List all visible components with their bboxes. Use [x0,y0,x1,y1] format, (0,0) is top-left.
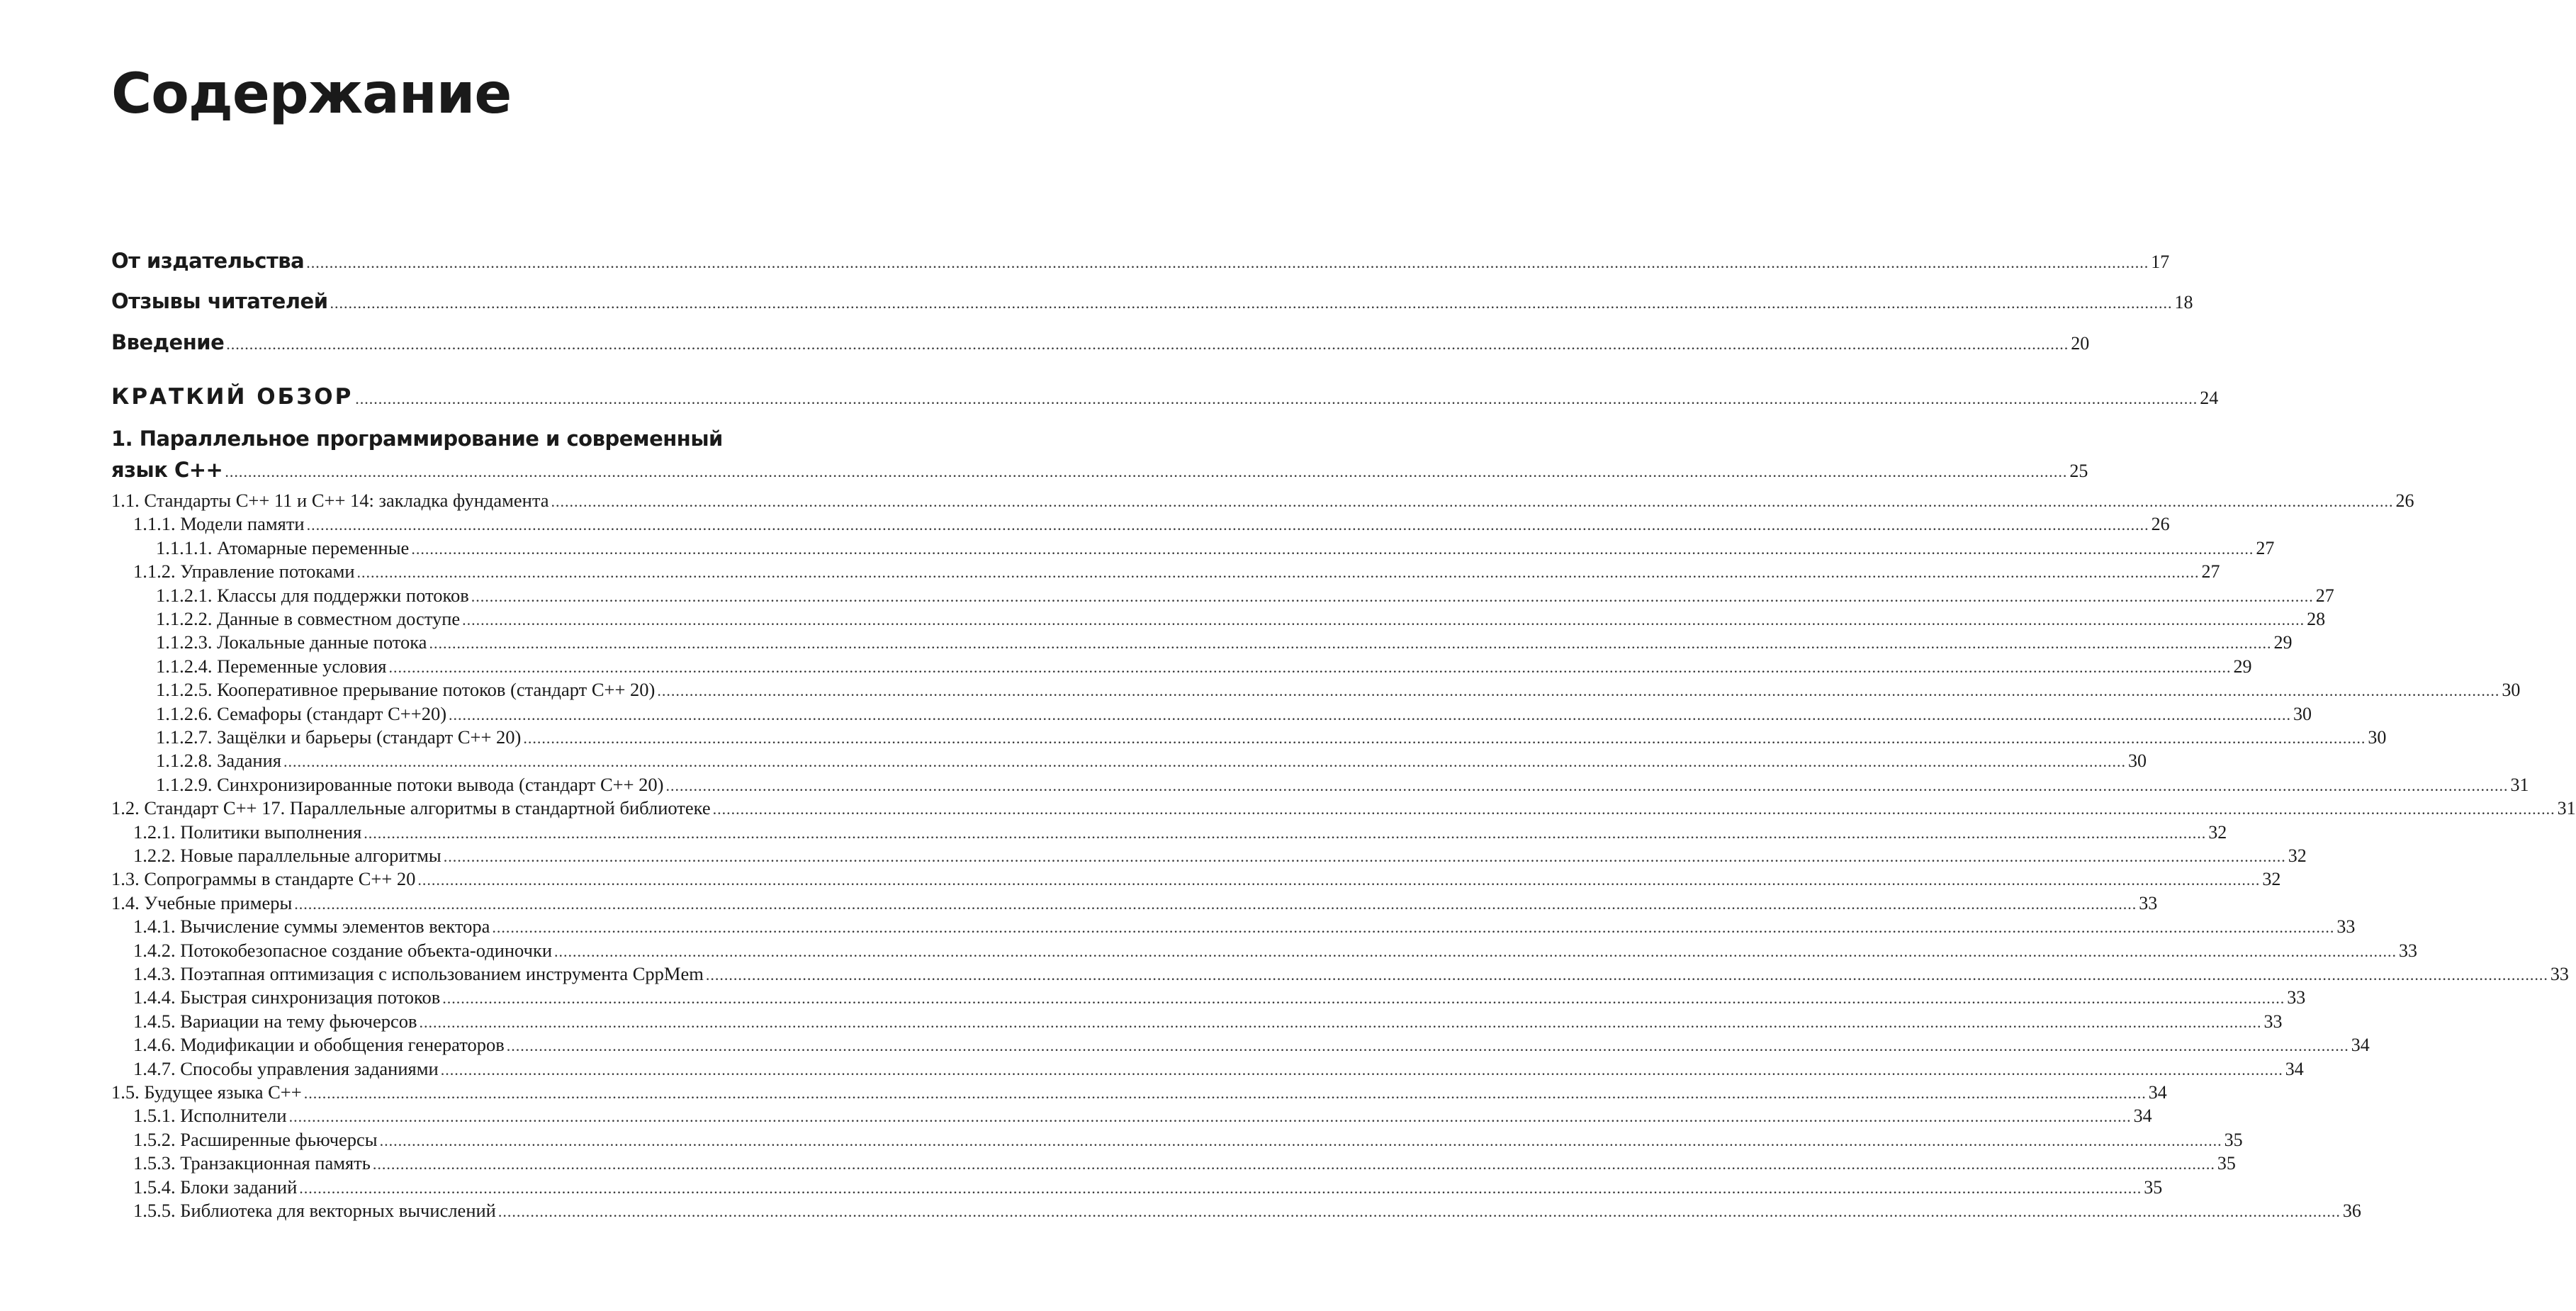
toc-entry-page: 35 [2217,1153,2236,1174]
toc-entry-label: 1.4.1. Вычисление суммы элементов вектора [133,916,490,938]
toc-entry-label: 1.2. Стандарт С++ 17. Параллельные алгоритмы в стандартной библиотеке [111,797,711,819]
toc-entry[interactable] [111,1010,2283,1033]
toc-entry-label: 1.5. Будущее языка С++ [111,1081,302,1103]
dot-leader: ................................................................................................................................................................................................................................................................................................................................................................................................................ [372,1155,2215,1174]
toc-part-heading[interactable] [111,384,2219,410]
toc-entry-page: 33 [2399,940,2418,961]
toc-entry[interactable] [111,845,2307,867]
toc-entry[interactable] [111,1152,2236,1174]
toc-entry[interactable] [111,891,2158,914]
toc-entry[interactable] [111,750,2147,772]
toc-entry[interactable] [111,608,2326,630]
toc-entry-page: 25 [2069,461,2088,481]
toc-entry[interactable] [111,584,2334,607]
dot-leader: ................................................................................................................................................................................................................................................................................................................................................................................................................ [356,563,2200,582]
toc-entry-label: язык С++ [111,458,223,482]
toc-entry-page: 27 [2201,561,2220,583]
toc-entry-page: 31 [2510,774,2529,795]
dot-leader: ................................................................................................................................................................................................................................................................................................................................................................................................................ [554,942,2397,960]
toc-entry-label: 1.1.2.8. Задания [156,750,281,772]
toc-entry-label: От издательства [111,249,305,273]
toc-entry[interactable] [111,490,2414,512]
toc-entry-page: 30 [2293,703,2312,724]
dot-leader: ................................................................................................................................................................................................................................................................................................................................................................................................................ [299,1178,2142,1197]
dot-leader: ................................................................................................................................................................................................................................................................................................................................................................................................................ [492,918,2335,937]
toc-entry[interactable] [111,1057,2304,1080]
toc-entry-label: 1.4.4. Быстрая синхронизация потоков [133,986,441,1008]
toc-entry-page: 26 [2151,514,2170,535]
toc-entry-page: 30 [2127,750,2147,772]
toc-entry-label: 1.1.2.7. Защёлки и барьеры (стандарт С++ 20) [156,726,522,748]
toc-entry-label: 1.1.2.2. Данные в совместном доступе [156,608,461,629]
toc-entry-page: 34 [2133,1105,2152,1127]
dot-leader: ................................................................................................................................................................................................................................................................................................................................................................................................................ [429,634,2272,653]
toc-entry-reviews[interactable] [111,289,2193,313]
toc-entry[interactable] [111,797,2576,819]
dot-leader: ................................................................................................................................................................................................................................................................................................................................................................................................................ [388,658,2232,676]
dot-leader: ................................................................................................................................................................................................................................................................................................................................................................................................................ [355,390,2198,407]
toc-entry-publisher[interactable] [111,249,2170,273]
dot-leader: ................................................................................................................................................................................................................................................................................................................................................................................................................ [471,587,2314,605]
dot-leader: ................................................................................................................................................................................................................................................................................................................................................................................................................ [303,1084,2147,1102]
toc-entry-page: 33 [2336,916,2356,938]
dot-leader: ................................................................................................................................................................................................................................................................................................................................................................................................................ [306,516,2149,534]
toc-entry[interactable] [111,655,2252,677]
toc-entry-page: 33 [2287,987,2306,1008]
toc-entry[interactable] [111,1176,2163,1198]
toc-entry[interactable] [111,1200,2361,1222]
dot-leader: ................................................................................................................................................................................................................................................................................................................................................................................................................ [411,539,2254,558]
toc-entry-label: 1.1.2.3. Локальные данные потока [156,631,427,653]
toc-entry-page: 26 [2395,490,2414,511]
toc-entry[interactable] [111,1128,2243,1151]
dot-leader: ................................................................................................................................................................................................................................................................................................................................................................................................................ [364,823,2207,842]
toc-entry-label: 1.4.3. Поэтапная оптимизация с использованием инструмента CppMem [133,963,704,984]
toc-entry-page: 33 [2139,892,2158,913]
toc-entry-page: 35 [2144,1176,2163,1198]
dot-leader: ................................................................................................................................................................................................................................................................................................................................................................................................................ [449,705,2292,724]
toc-entry-label: 1.3. Сопрограммы в стандарте С++ 20 [111,868,416,890]
dot-leader: ................................................................................................................................................................................................................................................................................................................................................................................................................ [283,753,2126,771]
toc-entry[interactable] [111,561,2220,583]
toc-entry[interactable] [111,821,2227,843]
toc-entry[interactable] [111,536,2275,559]
toc-entry-label: 1.1.2.1. Классы для поддержки потоков [156,584,469,606]
toc-entry-label: 1.2.2. Новые параллельные алгоритмы [133,845,441,866]
toc-entry-label: 1.5.4. Блоки заданий [133,1176,298,1198]
toc-entry[interactable] [111,868,2281,890]
dot-leader: ................................................................................................................................................................................................................................................................................................................................................................................................................ [497,1203,2341,1220]
toc-entry-page: 20 [2071,333,2090,354]
toc-entry-label: 1.1.1. Модели памяти [133,513,305,535]
toc-entry[interactable] [111,726,2387,748]
dot-leader: ................................................................................................................................................................................................................................................................................................................................................................................................................ [379,1131,2222,1149]
toc-entry-label: 1.5.3. Транзакционная память [133,1152,371,1174]
dot-leader: ................................................................................................................................................................................................................................................................................................................................................................................................................ [294,894,2137,913]
toc-entry[interactable] [111,773,2529,796]
page-title: Содержание [111,62,512,126]
toc-entry[interactable] [111,631,2293,653]
dot-leader: ................................................................................................................................................................................................................................................................................................................................................................................................................ [712,800,2555,818]
toc-entry[interactable] [111,986,2306,1008]
toc-entry-label: 1.4.6. Модификации и обобщения генераторов [133,1034,505,1056]
toc-entry[interactable] [111,702,2312,725]
toc-entry[interactable] [111,916,2356,938]
toc-entry-label: КРАТКИЙ ОБЗОР [111,384,354,410]
toc-entry-page: 24 [2200,388,2219,408]
toc-entry-label: 1.1. Стандарты С++ 11 и С++ 14: закладка фундамента [111,490,549,511]
dot-leader: ................................................................................................................................................................................................................................................................................................................................................................................................................ [705,966,2548,984]
toc-entry-label: 1.5.1. Исполнители [133,1105,287,1127]
toc-entry-label: 1.1.2.9. Синхронизированные потоки вывода (стандарт С++ 20) [156,773,664,795]
toc-entry[interactable] [111,1105,2152,1127]
toc-entry-page: 35 [2224,1129,2243,1150]
dot-leader: ................................................................................................................................................................................................................................................................................................................................................................................................................ [442,989,2285,1008]
toc-entry-page: 17 [2151,252,2170,272]
dot-leader: ................................................................................................................................................................................................................................................................................................................................................................................................................ [657,682,2500,700]
toc-entry-page: 27 [2315,585,2334,606]
toc-entry-label: 1.4.5. Вариации на тему фьючерсов [133,1010,417,1032]
dot-leader: ................................................................................................................................................................................................................................................................................................................................................................................................................ [443,848,2286,865]
toc-entry-label: 1.1.1.1. Атомарные переменные [156,536,410,558]
toc-entry[interactable] [111,939,2418,962]
dot-leader: ................................................................................................................................................................................................................................................................................................................................................................................................................ [419,1013,2262,1031]
dot-leader: ................................................................................................................................................................................................................................................................................................................................................................................................................ [417,871,2261,889]
toc-entry-label: 1.1.2.6. Семафоры (стандарт С++20) [156,702,447,724]
toc-entry[interactable] [111,679,2521,701]
toc-entry-page: 34 [2285,1058,2304,1079]
toc-entry-page: 28 [2307,609,2326,629]
toc-entry-label: Отзывы читателей [111,289,328,313]
toc-entry-page: 36 [2342,1200,2361,1221]
toc-entry-page: 29 [2273,632,2293,653]
toc-entry-page: 30 [2368,727,2387,748]
toc-entry-page: 34 [2148,1082,2167,1103]
toc-entry-label: 1.5.2. Расширенные фьючерсы [133,1128,378,1150]
toc-entry-page: 27 [2256,537,2275,558]
dot-leader: ................................................................................................................................................................................................................................................................................................................................................................................................................ [506,1037,2349,1055]
toc-entry-label: 1.1.2.4. Переменные условия [156,655,387,677]
toc-entry-page: 34 [2351,1035,2370,1056]
dot-leader: ................................................................................................................................................................................................................................................................................................................................................................................................................ [551,493,2394,510]
toc-entry-page: 18 [2174,292,2193,313]
toc-entry-page: 31 [2557,798,2576,819]
dot-leader: ................................................................................................................................................................................................................................................................................................................................................................................................................ [225,463,2068,480]
dot-leader: ................................................................................................................................................................................................................................................................................................................................................................................................................ [330,294,2173,312]
toc-entry[interactable] [111,1034,2370,1056]
toc-entry-label: 1.4.7. Способы управления заданиями [133,1057,439,1079]
dot-leader: ................................................................................................................................................................................................................................................................................................................................................................................................................ [306,254,2149,271]
toc-entry-page: 33 [2550,964,2569,984]
dot-leader: ................................................................................................................................................................................................................................................................................................................................................................................................................ [440,1060,2283,1079]
dot-leader: ................................................................................................................................................................................................................................................................................................................................................................................................................ [523,729,2366,747]
toc-entry-label: 1.4. Учебные примеры [111,891,293,913]
toc-entry-label: 1.4.2. Потокобезопасное создание объекта-одиночки [133,939,553,961]
dot-leader: ................................................................................................................................................................................................................................................................................................................................................................................................................ [226,335,2069,353]
toc-chapter-title: 1. Параллельное программирование и современный [111,427,723,451]
toc-entry-page: 33 [2263,1011,2283,1032]
dot-leader: ................................................................................................................................................................................................................................................................................................................................................................................................................ [462,611,2305,629]
toc-entry-label: 1.2.1. Политики выполнения [133,821,362,843]
toc-entry-page: 32 [2288,845,2307,866]
toc-entry[interactable] [111,513,2170,535]
toc-entry-label: 1.1.2.5. Кооперативное прерывание потоков (стандарт С++ 20) [156,679,656,701]
toc-chapter-entry[interactable] [111,458,2088,482]
toc-entry-page: 32 [2208,821,2227,843]
toc-entry[interactable] [111,1081,2167,1103]
toc-entry-introduction[interactable] [111,330,2090,354]
toc-entry[interactable] [111,963,2569,985]
dot-leader: ................................................................................................................................................................................................................................................................................................................................................................................................................ [288,1108,2132,1126]
toc-entry-label: 1.1.2. Управление потоками [133,561,355,583]
toc-entry-label: 1.5.5. Библиотека для векторных вычислений [133,1200,496,1221]
toc-entry-label: Введение [111,330,225,354]
dot-leader: ................................................................................................................................................................................................................................................................................................................................................................................................................ [665,776,2509,794]
toc-entry-page: 32 [2262,869,2281,890]
toc-entry-page: 29 [2233,656,2252,677]
toc-entry-page: 30 [2502,680,2521,701]
